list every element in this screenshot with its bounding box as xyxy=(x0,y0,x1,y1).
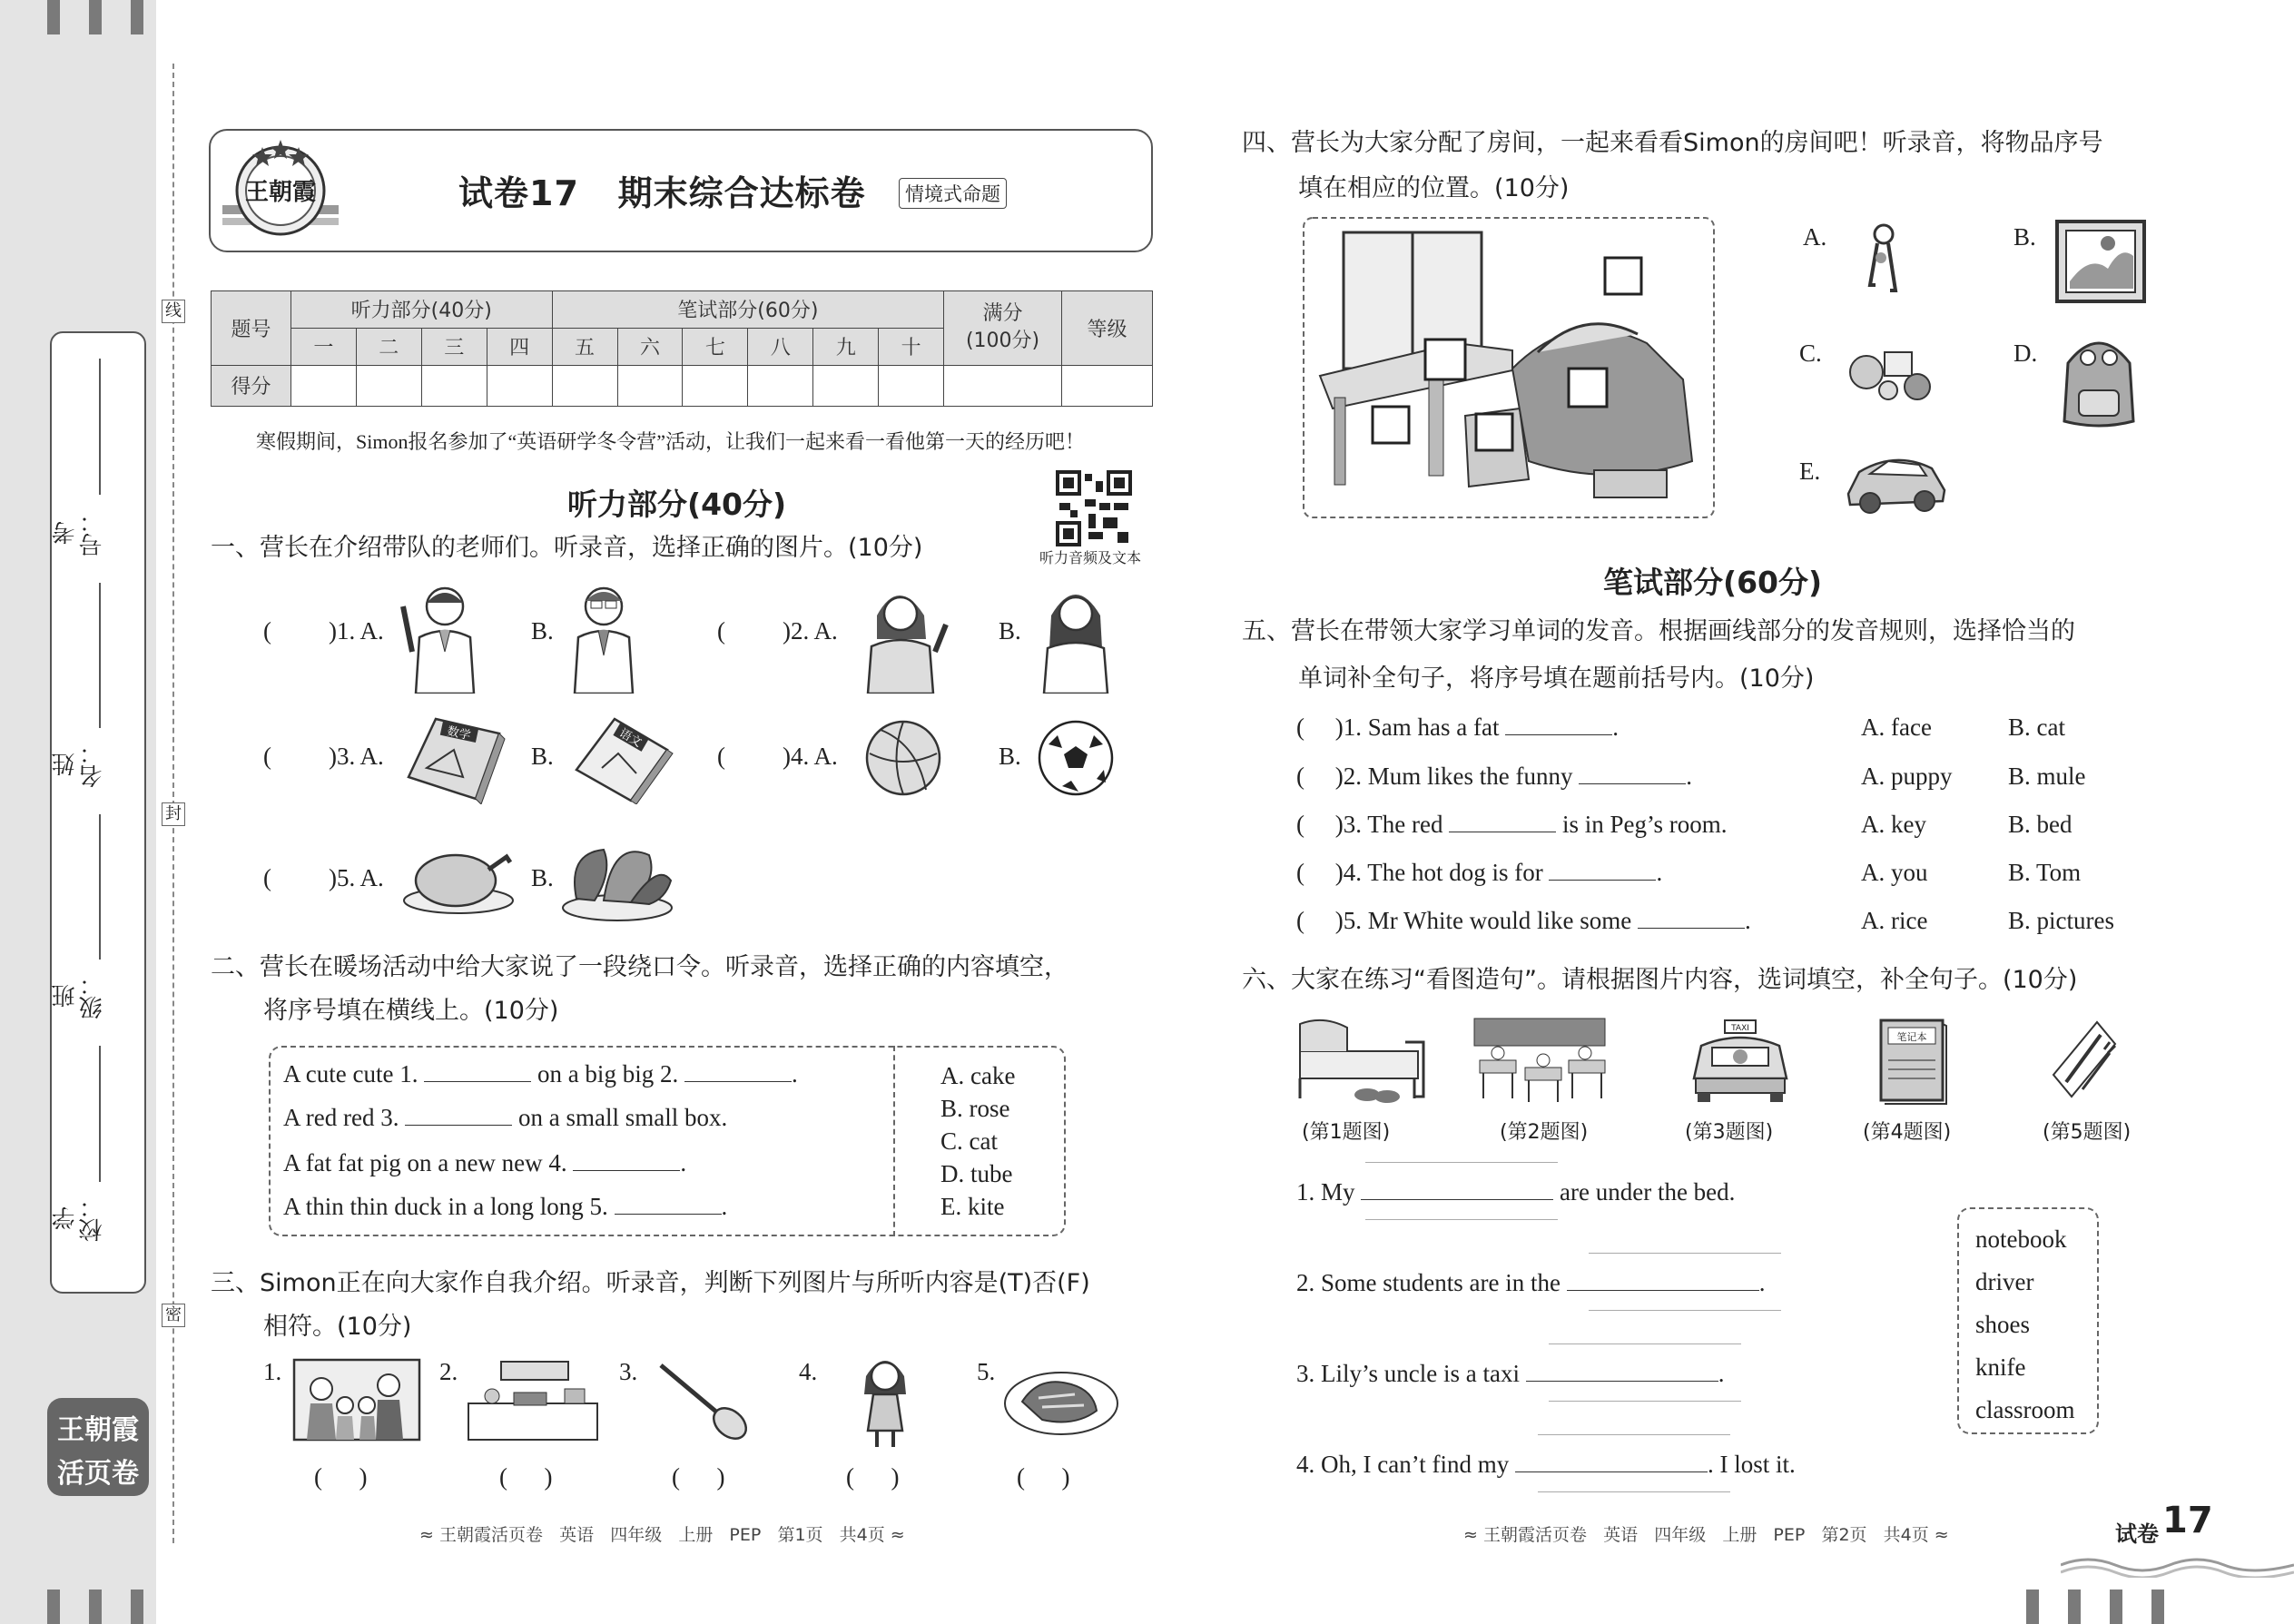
q6-s3-post: . xyxy=(1718,1360,1725,1387)
q6-blank-1[interactable] xyxy=(1361,1199,1553,1200)
num-cell: 二 xyxy=(356,328,421,365)
q2-line3-a: A fat fat pig on a new new 4. xyxy=(283,1149,567,1176)
simon-room-image[interactable] xyxy=(1302,216,1716,523)
emblem-text: 王朝霞 xyxy=(244,179,317,206)
intro-text: 寒假期间，Simon报名参加了“英语研学冬令营”活动，让我们一起来看一看他第一天的经历吧！ xyxy=(256,430,1085,453)
q6-title: 六、大家在练习“看图造句”。请根据图片内容，选词填空，补全句子。(10分) xyxy=(1242,966,2078,994)
class-line[interactable] xyxy=(99,814,101,960)
q5-row1-post: . xyxy=(1612,714,1619,741)
word-bank-item: driver xyxy=(1975,1268,2034,1295)
q1-item2-bracket[interactable]: ( xyxy=(717,617,750,645)
q2-option-d: D. tube xyxy=(940,1160,1013,1187)
footer-right: ≈ 王朝霞活页卷 英语 四年级 上册 PEP 第2页 共4页 ≈ xyxy=(1463,1525,1949,1545)
q5-row2-b: B. mule xyxy=(2008,763,2086,790)
q1-item3-b: B. xyxy=(531,743,554,770)
brand-logo xyxy=(47,1398,149,1496)
num-cell: 六 xyxy=(617,328,683,365)
taxi-image[interactable] xyxy=(1687,1015,1794,1109)
num-cell: 三 xyxy=(421,328,487,365)
q1-title: 一、营长在介绍带队的老师们。听录音，选择正确的图片。(10分) xyxy=(211,534,923,562)
q3-title-line2: 相符。(10分) xyxy=(263,1313,412,1341)
room-slot-floor[interactable] xyxy=(1373,407,1409,443)
writing-title: 笔试部分(60分) xyxy=(1603,565,1823,600)
spoon-image[interactable] xyxy=(654,1358,753,1445)
math-book-label: 数学 xyxy=(446,724,472,743)
room-slot-chair[interactable] xyxy=(1476,414,1512,450)
q1-item5-b: B. xyxy=(531,864,554,891)
q5-bracket-4[interactable]: ( xyxy=(1296,859,1335,886)
word-bank-item: classroom xyxy=(1975,1396,2075,1423)
word-bank-box xyxy=(1957,1207,2099,1434)
q3-answer-5[interactable]: ( ) xyxy=(1017,1463,1070,1491)
exam-number-line[interactable] xyxy=(99,359,101,495)
room-slot-wall[interactable] xyxy=(1605,258,1641,294)
q5-blank-1[interactable] xyxy=(1505,734,1612,735)
q2-option-c: C. cat xyxy=(940,1127,998,1155)
q5-row5-a: A. rice xyxy=(1861,907,1928,934)
name-label: 姓名： xyxy=(52,741,106,788)
q6-s2-pre: 2. Some students are in the xyxy=(1296,1269,1561,1296)
total-label: 满分 xyxy=(982,302,1023,326)
q1-item5-bracket[interactable]: ( xyxy=(263,864,296,891)
binding-tick xyxy=(89,1590,102,1624)
girl-image[interactable] xyxy=(853,1349,917,1452)
class-label: 班级： xyxy=(52,972,106,1019)
q2-divider xyxy=(893,1046,895,1236)
num-cell: 五 xyxy=(552,328,617,365)
q6-caption-2: (第2题图) xyxy=(1500,1121,1589,1144)
kitchen-image[interactable] xyxy=(465,1356,601,1445)
q5-blank-4[interactable] xyxy=(1549,880,1656,881)
word-bank-item: shoes xyxy=(1975,1311,2030,1338)
q5-row4-a: A. you xyxy=(1861,859,1928,886)
q3-num-5: 5. xyxy=(977,1358,996,1385)
binding-tick xyxy=(47,1590,60,1624)
q2-line1-b: on a big big 2. xyxy=(537,1060,679,1088)
col-label: 题号 xyxy=(212,291,291,366)
qr-caption: 听力音频及文本 xyxy=(1039,549,1142,566)
num-cell: 七 xyxy=(683,328,748,365)
score-table xyxy=(211,290,1153,407)
writing-header: 笔试部分(60分) xyxy=(552,291,944,329)
num-cell: 十 xyxy=(879,328,944,365)
total-sub: (100分) xyxy=(965,330,1040,353)
score-cell[interactable] xyxy=(617,365,683,406)
score-cell[interactable] xyxy=(879,365,944,406)
q3-answer-2[interactable]: ( ) xyxy=(499,1463,553,1491)
q1-item4-bracket[interactable]: ( xyxy=(717,743,750,770)
q2-blank-1[interactable] xyxy=(424,1081,531,1082)
q3-num-4: 4. xyxy=(799,1358,818,1385)
emblem-icon xyxy=(222,134,339,247)
q6-caption-3: (第3题图) xyxy=(1685,1121,1774,1144)
teacher-man-b-image[interactable] xyxy=(558,579,649,697)
q3-num-1: 1. xyxy=(263,1358,282,1385)
name-line[interactable] xyxy=(99,583,101,728)
q1-item5-label: )5. A. xyxy=(329,864,384,891)
q2-line1 xyxy=(283,1060,798,1088)
score-cell[interactable] xyxy=(944,365,1062,406)
q3-answer-3[interactable]: ( ) xyxy=(672,1463,725,1491)
roast-chicken-image[interactable] xyxy=(399,844,517,920)
q2-line1-c: . xyxy=(791,1060,798,1088)
q2-title-line2: 将序号填在横线上。(10分) xyxy=(263,997,559,1025)
score-cell[interactable] xyxy=(813,365,879,406)
q3-num-3: 3. xyxy=(619,1358,638,1385)
score-cell[interactable] xyxy=(421,365,487,406)
q1-item4-b: B. xyxy=(999,743,1021,770)
q3-num-2: 2. xyxy=(439,1358,458,1385)
basketball-image[interactable] xyxy=(862,717,944,802)
word-bank-item: knife xyxy=(1975,1353,2026,1381)
q5-row5-b: B. pictures xyxy=(2008,907,2114,934)
score-cell[interactable] xyxy=(748,365,813,406)
bed-shoes-image[interactable] xyxy=(1296,1015,1427,1109)
toy-car-image[interactable] xyxy=(1841,445,1950,521)
q1-item3-bracket[interactable]: ( xyxy=(263,743,296,770)
chinese-book-image[interactable] xyxy=(567,714,676,808)
teacher-man-a-image[interactable] xyxy=(399,579,490,697)
q4-label-e: E. xyxy=(1799,458,1821,485)
num-cell: 八 xyxy=(748,328,813,365)
q6-sentence-3 xyxy=(1296,1360,1724,1388)
total-header xyxy=(944,291,1062,366)
brand-line1: 王朝霞 xyxy=(57,1414,139,1446)
q1-item3-label: )3. A. xyxy=(329,743,384,770)
q1-item1-bracket[interactable]: ( xyxy=(263,617,296,645)
brand-line2: 活页卷 xyxy=(57,1458,139,1490)
q5-row1-b: B. cat xyxy=(2008,714,2065,741)
q5-row4-post: . xyxy=(1656,859,1663,886)
q5-row5-pre: )5. Mr White would like some xyxy=(1334,907,1632,934)
q2-option-a: A. cake xyxy=(940,1062,1016,1089)
q5-row4-b: B. Tom xyxy=(2008,859,2082,886)
score-cell[interactable] xyxy=(356,365,421,406)
q5-row2-pre: )2. Mum likes the funny xyxy=(1334,763,1573,790)
math-book-image[interactable] xyxy=(399,714,508,808)
binding-tick xyxy=(89,0,102,34)
listening-title: 听力部分(40分) xyxy=(567,487,787,522)
qr-code-icon[interactable] xyxy=(1056,470,1132,550)
keys-image[interactable] xyxy=(1861,221,1906,301)
context-tag: 情境式命题 xyxy=(899,178,1007,209)
q4-title-line1: 四、营长为大家分配了房间，一起来看看Simon的房间吧！听录音，将物品序号 xyxy=(1242,129,2103,157)
q6-s2-post: . xyxy=(1758,1269,1766,1296)
q6-s3-pre: 3. Lily’s uncle is a taxi xyxy=(1296,1360,1520,1387)
q5-row xyxy=(1296,859,1662,887)
score-cell[interactable] xyxy=(290,365,356,406)
score-cell[interactable] xyxy=(1062,365,1153,406)
q2-blank-3[interactable] xyxy=(405,1125,512,1126)
q5-row1-pre: )1. Sam has a fat xyxy=(1334,714,1500,741)
q5-row1-a: A. face xyxy=(1861,714,1932,741)
seal-char-seal: 封 xyxy=(162,802,185,826)
q5-title-line1: 五、营长在带领大家学习单词的发音。根据画线部分的发音规则，选择恰当的 xyxy=(1242,617,2075,645)
num-cell: 一 xyxy=(290,328,356,365)
room-slot-bed[interactable] xyxy=(1569,369,1607,407)
taxi-sign-text: TAXI xyxy=(1731,1024,1749,1033)
q2-blank-2[interactable] xyxy=(684,1081,792,1082)
q2-line4-a: A thin thin duck in a long long 5. xyxy=(283,1193,608,1220)
q6-s1-post: are under the bed. xyxy=(1560,1178,1736,1206)
q4-label-b: B. xyxy=(2013,223,2036,251)
q2-line3-b: . xyxy=(680,1149,687,1176)
q3-answer-4[interactable]: ( ) xyxy=(846,1463,900,1491)
teacher-woman-b-image[interactable] xyxy=(1035,579,1117,697)
q5-row3-pre: )3. The red xyxy=(1334,811,1443,838)
knife-fork-image[interactable] xyxy=(2046,1017,2122,1107)
q6-blank-2[interactable] xyxy=(1567,1290,1759,1291)
q1-item2-label: )2. A. xyxy=(783,617,838,645)
q2-blank-4[interactable] xyxy=(573,1170,680,1171)
q3-answer-1[interactable]: ( ) xyxy=(314,1463,368,1491)
q4-label-a: A. xyxy=(1803,223,1827,251)
q2-title-line1: 二、营长在暖场活动中给大家说了一段绕口令。听录音，选择正确的内容填空， xyxy=(211,953,1068,981)
q5-row3-b: B. bed xyxy=(2008,811,2072,838)
q5-row3-a: A. key xyxy=(1861,811,1926,838)
seal-char-secret: 密 xyxy=(162,1304,185,1327)
q2-option-b: B. rose xyxy=(940,1095,1010,1122)
q2-line2-b: on a small small box. xyxy=(517,1104,728,1131)
q1-item1-label: )1. A. xyxy=(329,617,384,645)
listening-header: 听力部分(40分) xyxy=(290,291,552,329)
family-photo-image[interactable] xyxy=(292,1358,421,1445)
q6-caption-5: (第5题图) xyxy=(2043,1121,2132,1144)
q2-line2 xyxy=(283,1104,727,1132)
binding-tick xyxy=(2151,1590,2164,1624)
q6-s1-pre: 1. My xyxy=(1296,1178,1355,1206)
q2-line4 xyxy=(283,1193,727,1221)
q5-title-line2: 单词补全句子，将序号填在题前括号内。(10分) xyxy=(1298,664,1815,693)
q3-title-line1: 三、Simon正在向大家作自我介绍。听录音，判断下列图片与所听内容是(T)否(F) xyxy=(211,1269,1090,1297)
q5-row4-pre: )4. The hot dog is for xyxy=(1334,859,1543,886)
q5-row xyxy=(1296,811,1727,839)
binding-tick xyxy=(131,1590,143,1624)
classroom-image[interactable] xyxy=(1471,1015,1609,1109)
binding-tick xyxy=(131,0,143,34)
q5-row xyxy=(1296,907,1751,935)
q5-blank-5[interactable] xyxy=(1638,928,1745,929)
binding-tick xyxy=(2068,1590,2081,1624)
student-info-box xyxy=(50,331,146,1294)
q5-blank-2[interactable] xyxy=(1579,783,1686,784)
q5-row2-post: . xyxy=(1686,763,1692,790)
steak-image[interactable] xyxy=(1002,1362,1120,1443)
corner-number: 17 xyxy=(2162,1500,2213,1541)
q4-label-d: D. xyxy=(2013,340,2038,367)
q6-sentence-2 xyxy=(1296,1269,1765,1297)
backpack-image[interactable] xyxy=(2055,330,2142,434)
school-line[interactable] xyxy=(99,1046,101,1182)
q2-blank-5[interactable] xyxy=(615,1214,722,1215)
picture-frame-image[interactable] xyxy=(2053,218,2148,309)
q6-blank-4[interactable] xyxy=(1515,1471,1708,1472)
teacher-woman-a-image[interactable] xyxy=(853,579,953,697)
q5-bracket-2[interactable]: ( xyxy=(1296,763,1335,790)
q5-row3-post: is in Peg’s room. xyxy=(1561,811,1728,838)
q2-line4-b: . xyxy=(721,1193,728,1220)
q1-item2-b: B. xyxy=(999,617,1021,645)
q5-bracket-3[interactable]: ( xyxy=(1296,811,1335,838)
q2-option-e: E. kite xyxy=(940,1193,1005,1220)
q2-line3 xyxy=(283,1149,686,1177)
grade-header: 等级 xyxy=(1062,291,1153,366)
num-cell: 四 xyxy=(487,328,552,365)
exam-number-label: 考号： xyxy=(52,509,106,556)
score-cell[interactable] xyxy=(487,365,552,406)
school-label: 学校： xyxy=(52,1195,106,1242)
q4-label-c: C. xyxy=(1799,340,1822,367)
room-slot-desk[interactable] xyxy=(1425,340,1465,379)
q6-caption-4: (第4题图) xyxy=(1863,1121,1952,1144)
binding-tick xyxy=(2110,1590,2122,1624)
q6-s4-pre: 4. Oh, I can’t find my xyxy=(1296,1451,1510,1478)
word-bank-item: notebook xyxy=(1975,1225,2067,1253)
q5-row xyxy=(1296,763,1692,791)
corner-label: 试卷 xyxy=(2115,1521,2159,1547)
q6-s4-post: . I lost it. xyxy=(1707,1451,1796,1478)
q6-sentence-1 xyxy=(1296,1178,1735,1206)
q2-line1-a: A cute cute 1. xyxy=(283,1060,418,1088)
q1-item1-b: B. xyxy=(531,617,554,645)
binding-tick xyxy=(2026,1590,2039,1624)
vegetables-image[interactable] xyxy=(558,835,676,926)
score-cell[interactable] xyxy=(683,365,748,406)
num-cell: 九 xyxy=(813,328,879,365)
q6-blank-3[interactable] xyxy=(1526,1381,1718,1382)
q6-caption-1: (第1题图) xyxy=(1302,1121,1391,1144)
q4-title-line2: 填在相应的位置。(10分) xyxy=(1298,174,1570,202)
score-row-label: 得分 xyxy=(212,365,291,406)
toys-image[interactable] xyxy=(1843,336,1937,408)
page-title: 试卷17 期末综合达标卷 xyxy=(458,173,866,213)
q5-bracket-5[interactable]: ( xyxy=(1296,907,1335,934)
q1-item4-label: )4. A. xyxy=(783,743,838,770)
notebook-cover-label: 笔记本 xyxy=(1896,1031,1927,1043)
seal-char-line: 线 xyxy=(162,300,185,323)
score-cell[interactable] xyxy=(552,365,617,406)
binding-tick xyxy=(47,0,60,34)
q5-row2-a: A. puppy xyxy=(1861,763,1953,790)
chinese-book-label: 语文 xyxy=(616,726,645,751)
football-image[interactable] xyxy=(1035,717,1117,802)
footer-left: ≈ 王朝霞活页卷 英语 四年级 上册 PEP 第1页 共4页 ≈ xyxy=(419,1525,905,1545)
q2-line2-a: A red red 3. xyxy=(283,1104,399,1131)
notebook-image[interactable] xyxy=(1874,1015,1948,1109)
q5-row5-post: . xyxy=(1744,907,1751,934)
q5-bracket-1[interactable]: ( xyxy=(1296,714,1335,741)
q6-sentence-4 xyxy=(1296,1451,1796,1479)
